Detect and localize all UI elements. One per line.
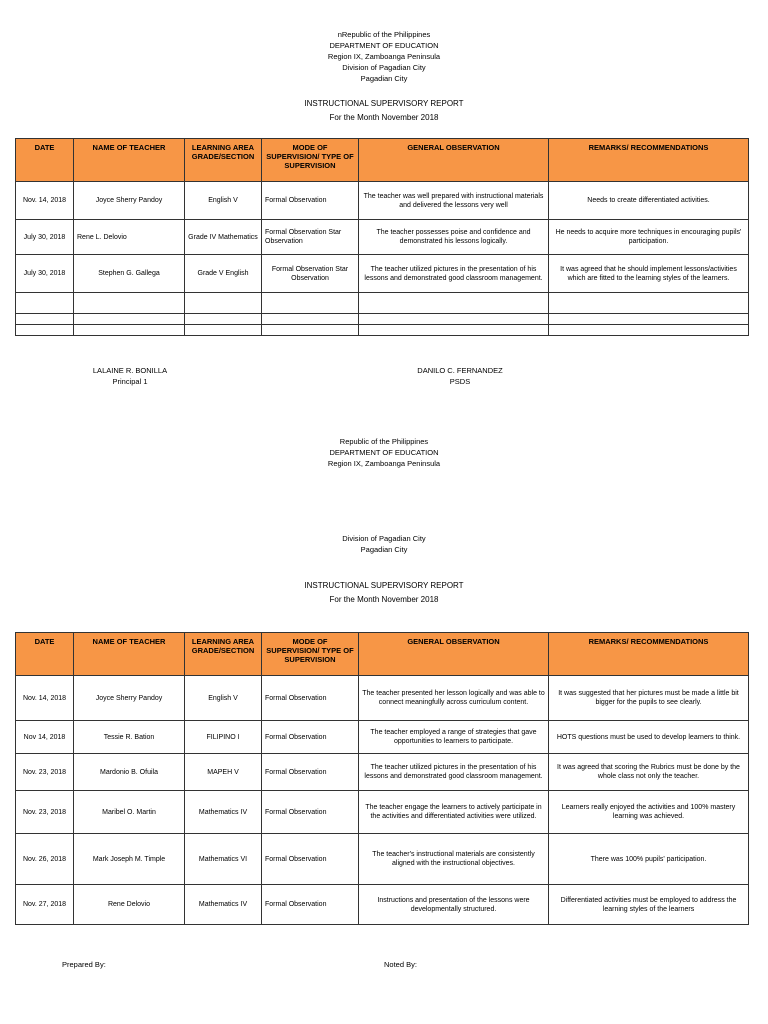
observation-cell: The teacher utilized pictures in the presentation of his lessons and demonstrated good classroom management. xyxy=(359,255,549,293)
column-header: GENERAL OBSERVATION xyxy=(359,139,549,182)
teacher-cell: Maribel O. Martin xyxy=(74,791,185,834)
header-line: Republic of the Philippines xyxy=(339,437,429,446)
learning-area-cell: FILIPINO I xyxy=(185,721,262,754)
report2-table xyxy=(15,632,749,925)
header-line: nRepublic of the Philippines xyxy=(337,30,431,39)
teacher-cell: Rene L. Delovio xyxy=(74,220,185,255)
teacher-cell: Stephen G. Gallega xyxy=(74,255,185,293)
report1-title: INSTRUCTIONAL SUPERVISORY REPORT xyxy=(304,99,464,108)
empty-cell xyxy=(185,293,262,314)
empty-cell xyxy=(74,325,185,336)
empty-cell xyxy=(359,293,549,314)
signatory-name: LALAINE R. BONILLA xyxy=(92,366,168,375)
signatory-psds xyxy=(395,365,525,387)
empty-cell xyxy=(185,314,262,325)
date-cell: Nov. 27, 2018 xyxy=(16,885,74,925)
remarks-cell: Differentiated activities must be employed to address the learning styles of the learners xyxy=(549,885,749,925)
column-header: MODE OF SUPERVISION/ TYPE OF SUPERVISION xyxy=(262,633,359,676)
table-row xyxy=(16,834,749,885)
learning-area-cell: English V xyxy=(185,182,262,220)
mode-cell: Formal Observation xyxy=(262,791,359,834)
teacher-cell: Mark Joseph M. Timple xyxy=(74,834,185,885)
column-header: REMARKS/ RECOMMENDATIONS xyxy=(549,139,749,182)
noted-by-label: Noted By: xyxy=(384,960,417,969)
report2-title: INSTRUCTIONAL SUPERVISORY REPORT xyxy=(304,581,464,590)
table-row xyxy=(16,754,749,791)
column-header: DATE xyxy=(16,633,74,676)
empty-cell xyxy=(359,325,549,336)
column-header: NAME OF TEACHER xyxy=(74,633,185,676)
report2-header-bottom xyxy=(0,533,768,555)
mode-cell: Formal Observation xyxy=(262,182,359,220)
observation-cell: The teacher possesses poise and confidence and demonstrated his lessons logically. xyxy=(359,220,549,255)
prepared-by-label: Prepared By: xyxy=(62,960,106,969)
empty-cell xyxy=(359,314,549,325)
date-cell: July 30, 2018 xyxy=(16,255,74,293)
empty-cell xyxy=(549,325,749,336)
teacher-cell: Rene Delovio xyxy=(74,885,185,925)
learning-area-cell: Grade V English xyxy=(185,255,262,293)
mode-cell: Formal Observation xyxy=(262,721,359,754)
column-header: NAME OF TEACHER xyxy=(74,139,185,182)
table-row xyxy=(16,293,749,314)
table-row xyxy=(16,791,749,834)
column-header: REMARKS/ RECOMMENDATIONS xyxy=(549,633,749,676)
observation-cell: The teacher's instructional materials are consistently aligned with the instructional objectives. xyxy=(359,834,549,885)
remarks-cell: It was agreed that scoring the Rubrics must be done by the whole class not only the teacher. xyxy=(549,754,749,791)
header-line: Region IX, Zamboanga Peninsula xyxy=(327,459,441,468)
mode-cell: Formal Observation xyxy=(262,754,359,791)
table-row xyxy=(16,255,749,293)
mode-cell: Formal Observation xyxy=(262,834,359,885)
report1-header xyxy=(0,29,768,84)
remarks-cell: HOTS questions must be used to develop learners to think. xyxy=(549,721,749,754)
table-row xyxy=(16,325,749,336)
table-row xyxy=(16,885,749,925)
table-row xyxy=(16,314,749,325)
learning-area-cell: Mathematics VI xyxy=(185,834,262,885)
column-header: GENERAL OBSERVATION xyxy=(359,633,549,676)
header-line: DEPARTMENT OF EDUCATION xyxy=(329,41,439,50)
date-cell: Nov. 23, 2018 xyxy=(16,754,74,791)
table-header-row xyxy=(16,139,749,182)
observation-cell: The teacher engage the learners to actively participate in the activities and differentiated activities were utilized. xyxy=(359,791,549,834)
remarks-cell: It was agreed that he should implement lessons/activities which are fitted to the learning styles of the learners. xyxy=(549,255,749,293)
header-line: Pagadian City xyxy=(360,74,408,83)
mode-cell: Formal Observation Star Observation xyxy=(262,220,359,255)
empty-cell xyxy=(549,314,749,325)
remarks-cell: He needs to acquire more techniques in encouraging pupils' participation. xyxy=(549,220,749,255)
column-header: MODE OF SUPERVISION/ TYPE OF SUPERVISION xyxy=(262,139,359,182)
header-line: Division of Pagadian City xyxy=(342,534,426,543)
empty-cell xyxy=(16,325,74,336)
mode-cell: Formal Observation xyxy=(262,676,359,721)
mode-cell: Formal Observation Star Observation xyxy=(262,255,359,293)
signatory-position: PSDS xyxy=(449,377,471,386)
teacher-cell: Tessie R. Bation xyxy=(74,721,185,754)
date-cell: Nov. 23, 2018 xyxy=(16,791,74,834)
report1-table xyxy=(15,138,749,336)
signatory-name: DANILO C. FERNANDEZ xyxy=(417,366,503,375)
report2-subtitle: For the Month November 2018 xyxy=(329,595,439,604)
column-header: LEARNING AREA GRADE/SECTION xyxy=(185,633,262,676)
table-row xyxy=(16,220,749,255)
column-header: DATE xyxy=(16,139,74,182)
learning-area-cell: Mathematics IV xyxy=(185,791,262,834)
report1-subtitle: For the Month November 2018 xyxy=(329,113,439,122)
empty-cell xyxy=(262,314,359,325)
header-line: DEPARTMENT OF EDUCATION xyxy=(329,448,439,457)
remarks-cell: It was suggested that her pictures must be made a little bit bigger for the pupils to see clearly. xyxy=(549,676,749,721)
empty-cell xyxy=(549,293,749,314)
table-row xyxy=(16,721,749,754)
signatory-principal xyxy=(70,365,190,387)
table-row xyxy=(16,676,749,721)
date-cell: Nov. 26, 2018 xyxy=(16,834,74,885)
observation-cell: The teacher utilized pictures in the presentation of his lessons and demonstrated good classroom management. xyxy=(359,754,549,791)
header-line: Pagadian City xyxy=(360,545,408,554)
date-cell: Nov. 14, 2018 xyxy=(16,182,74,220)
empty-cell xyxy=(262,293,359,314)
date-cell: July 30, 2018 xyxy=(16,220,74,255)
observation-cell: The teacher employed a range of strategies that gave opportunities to learners to participate. xyxy=(359,721,549,754)
empty-cell xyxy=(16,293,74,314)
remarks-cell: There was 100% pupils' participation. xyxy=(549,834,749,885)
observation-cell: The teacher was well prepared with instructional materials and delivered the lessons very well xyxy=(359,182,549,220)
learning-area-cell: MAPEH V xyxy=(185,754,262,791)
empty-cell xyxy=(185,325,262,336)
remarks-cell: Needs to create differentiated activities. xyxy=(549,182,749,220)
empty-cell xyxy=(74,293,185,314)
learning-area-cell: Mathematics IV xyxy=(185,885,262,925)
learning-area-cell: Grade IV Mathematics xyxy=(185,220,262,255)
remarks-cell: Learners really enjoyed the activities and 100% mastery learning was achieved. xyxy=(549,791,749,834)
teacher-cell: Joyce Sherry Pandoy xyxy=(74,182,185,220)
teacher-cell: Joyce Sherry Pandoy xyxy=(74,676,185,721)
empty-cell xyxy=(74,314,185,325)
table-header-row xyxy=(16,633,749,676)
column-header: LEARNING AREA GRADE/SECTION xyxy=(185,139,262,182)
empty-cell xyxy=(16,314,74,325)
mode-cell: Formal Observation xyxy=(262,885,359,925)
table-row xyxy=(16,182,749,220)
empty-cell xyxy=(262,325,359,336)
date-cell: Nov 14, 2018 xyxy=(16,721,74,754)
signatory-position: Principal 1 xyxy=(112,377,148,386)
observation-cell: Instructions and presentation of the lessons were developmentally structured. xyxy=(359,885,549,925)
observation-cell: The teacher presented her lesson logically and was able to connect meaningfully across curriculum content. xyxy=(359,676,549,721)
header-line: Division of Pagadian City xyxy=(342,63,426,72)
learning-area-cell: English V xyxy=(185,676,262,721)
header-line: Region IX, Zamboanga Peninsula xyxy=(327,52,441,61)
teacher-cell: Mardonio B. Ofuila xyxy=(74,754,185,791)
date-cell: Nov. 14, 2018 xyxy=(16,676,74,721)
report2-header-top xyxy=(0,436,768,469)
